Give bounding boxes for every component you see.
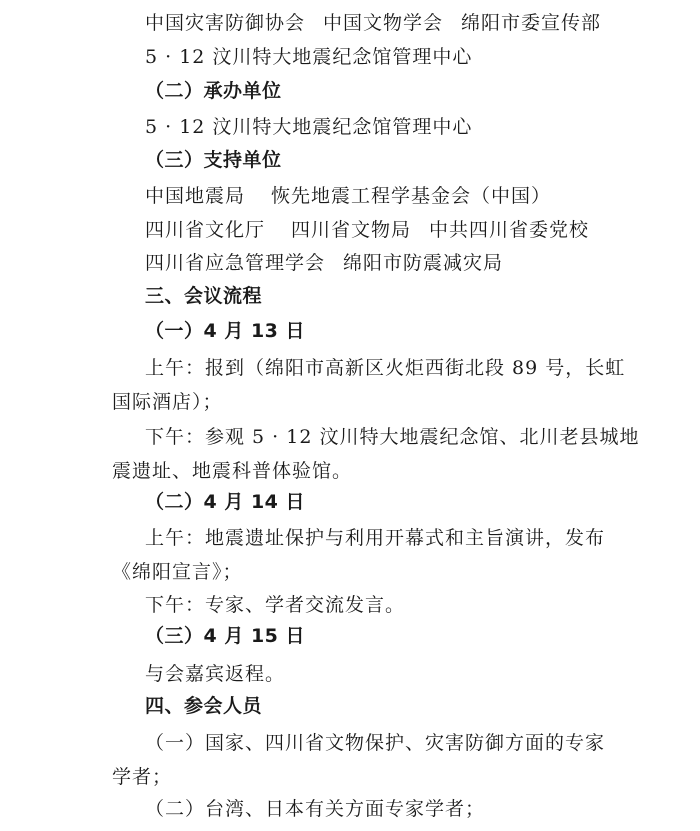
- participants-item-1-line-1: （一）国家、四川省文物保护、灾害防御方面的专家: [145, 732, 606, 754]
- day2-morning-line-1: 上午：地震遗址保护与利用开幕式和主旨演讲，发布: [145, 527, 606, 549]
- day1-morning-line-1: 上午：报到（绵阳市高新区火炬西街北段 89 号，长虹: [145, 357, 626, 379]
- organizer-name: 绵阳市委宣传部: [461, 12, 602, 34]
- support-heading: （三）支持单位: [145, 149, 282, 171]
- support-unit: 四川省文化厅: [145, 219, 266, 241]
- support-unit: 四川省应急管理学会: [145, 252, 326, 274]
- day3-text: 与会嘉宾返程。: [145, 663, 286, 685]
- organizers-line-1: [145, 11, 601, 35]
- host-unit: 5 · 12 汶川特大地震纪念馆管理中心: [145, 116, 473, 138]
- organizer-name: 中国文物学会: [323, 12, 444, 34]
- day3-heading: （三）4 月 15 日: [145, 625, 306, 647]
- support-row-2: [145, 218, 589, 242]
- day2-morning-line-2: 《绵阳宣言》；: [112, 561, 243, 583]
- support-unit: 四川省文物局: [291, 219, 412, 241]
- day1-afternoon-line-1: 下午：参观 5 · 12 汶川特大地震纪念馆、北川老县城地: [145, 426, 640, 448]
- day2-afternoon: 下午：专家、学者交流发言。: [145, 594, 406, 616]
- day1-afternoon-line-2: 震遗址、地震科普体验馆。: [112, 460, 353, 482]
- day1-heading: （一）4 月 13 日: [145, 320, 306, 342]
- support-row-1: [145, 184, 551, 208]
- support-unit: 中共四川省委党校: [429, 219, 590, 241]
- participants-item-2: （二）台湾、日本有关方面专家学者；: [145, 798, 486, 820]
- day1-morning-line-2: 国际酒店）；: [112, 391, 223, 413]
- participants-heading: 四、参会人员: [145, 695, 263, 717]
- agenda-heading: 三、会议流程: [145, 285, 263, 307]
- support-unit: 中国地震局: [145, 185, 246, 207]
- organizer-name: 中国灾害防御协会: [145, 12, 306, 34]
- support-row-3: [145, 251, 503, 275]
- host-heading: （二）承办单位: [145, 80, 282, 102]
- support-unit: 恢先地震工程学基金会（中国）: [271, 185, 552, 207]
- organizers-line-2: 5 · 12 汶川特大地震纪念馆管理中心: [145, 46, 473, 68]
- day2-heading: （二）4 月 14 日: [145, 491, 306, 513]
- support-unit: 绵阳市防震减灾局: [343, 252, 504, 274]
- participants-item-1-line-2: 学者；: [112, 766, 173, 788]
